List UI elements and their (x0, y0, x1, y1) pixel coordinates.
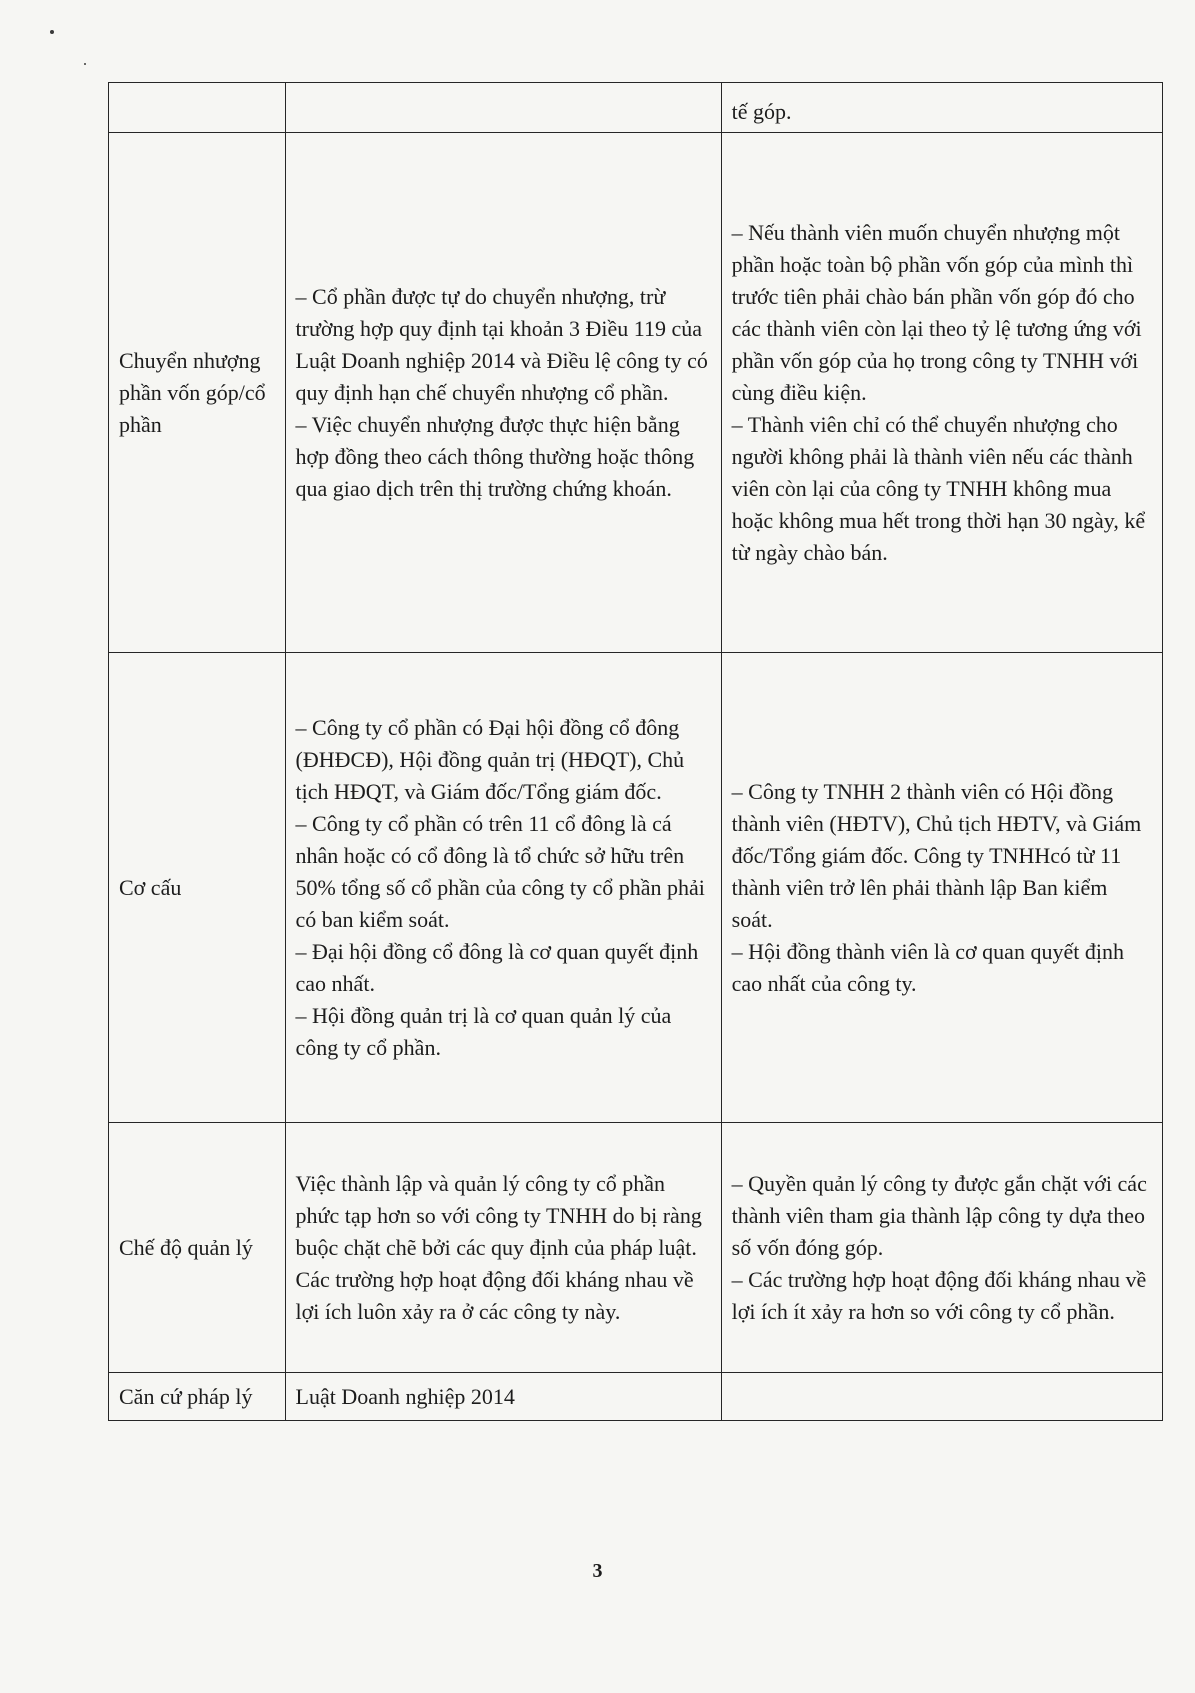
llc-company-cell (721, 653, 1162, 1123)
cell-paragraph: – Việc chuyển nhượng được thực hiện bằng hợp đồng theo cách thông thường hoặc thông qua giao dịch trên thị trường chứng khoán. (295, 411, 695, 501)
cell-paragraph: – Đại hội đồng cổ đông là cơ quan quyết định cao nhất. (295, 938, 699, 996)
page-number: 3 (592, 1560, 603, 1582)
row-label-cell: Căn cứ pháp lý (109, 1373, 286, 1421)
scan-speck (84, 63, 86, 65)
cell-paragraph: – Thành viên chỉ có thể chuyển nhượng cho người không phải là thành viên nếu các thành viên còn lại của công ty TNHH không mua hoặc không mua hết trong thời hạn 30 ngày, kể từ ngày chào bán. (731, 411, 1146, 565)
table-row (109, 1373, 1163, 1421)
row-label-cell: Chuyển nhượng phần vốn góp/cổ phần (109, 133, 286, 653)
cell-paragraph: – Công ty cổ phần có trên 11 cổ đông là cá nhân hoặc có cổ đông là tổ chức sở hữu trên 50% tổng số cổ phần của công ty cổ phần phải có ban kiểm soát. (295, 810, 705, 932)
share-company-cell (285, 83, 721, 133)
cell-paragraph: Luật Doanh nghiệp 2014 (295, 1383, 515, 1409)
cell-paragraph: – Hội đồng thành viên là cơ quan quyết định cao nhất của công ty. (731, 938, 1124, 996)
table-row (109, 133, 1163, 653)
share-company-cell (285, 1123, 721, 1373)
scan-speck (50, 30, 54, 34)
cell-paragraph: Các trường hợp hoạt động đối kháng nhau về lợi ích luôn xảy ra ở các công ty này. (295, 1266, 694, 1324)
share-company-cell (285, 653, 721, 1123)
share-company-cell (285, 133, 721, 653)
cell-paragraph: – Công ty TNHH 2 thành viên có Hội đồng thành viên (HĐTV), Chủ tịch HĐTV, và Giám đốc/Tổng giám đốc. Công ty TNHHcó từ 11 thành viên trở lên phải thành lập Ban kiểm soát. (731, 778, 1142, 932)
row-label-cell: Cơ cấu (109, 653, 286, 1123)
cell-paragraph: – Các trường hợp hoạt động đối kháng nhau về lợi ích ít xảy ra hơn so với công ty cổ phần. (731, 1266, 1147, 1324)
llc-company-cell (721, 83, 1162, 133)
table-row (109, 653, 1163, 1123)
llc-company-cell (721, 1373, 1162, 1421)
cell-paragraph: – Công ty cổ phần có Đại hội đồng cổ đông (ĐHĐCĐ), Hội đồng quản trị (HĐQT), Chủ tịch HĐQT, và Giám đốc/Tổng giám đốc. (295, 714, 685, 804)
llc-company-cell (721, 133, 1162, 653)
cell-paragraph: Việc thành lập và quản lý công ty cổ phần phức tạp hơn so với công ty TNHH do bị ràng buộc chặt chẽ bởi các quy định của pháp luật. (295, 1170, 702, 1260)
llc-company-cell (721, 1123, 1162, 1373)
cell-paragraph: tế góp. (731, 99, 792, 124)
row-label-cell: Chế độ quản lý (109, 1123, 286, 1373)
cell-paragraph: – Quyền quản lý công ty được gắn chặt với các thành viên tham gia thành lập công ty dựa theo số vốn đóng góp. (731, 1170, 1147, 1260)
row-label-cell (109, 83, 286, 133)
cell-paragraph: – Cổ phần được tự do chuyển nhượng, trừ trường hợp quy định tại khoản 3 Điều 119 của Luật Doanh nghiệp 2014 và Điều lệ công ty có quy định hạn chế chuyển nhượng cổ phần. (295, 283, 708, 405)
table-row (109, 83, 1163, 133)
cell-paragraph: – Hội đồng quản trị là cơ quan quản lý của công ty cổ phần. (295, 1002, 672, 1060)
table-row (109, 1123, 1163, 1373)
comparison-table (108, 82, 1163, 1421)
share-company-cell (285, 1373, 721, 1421)
cell-paragraph: – Nếu thành viên muốn chuyển nhượng một phần hoặc toàn bộ phần vốn góp của mình thì trước tiên phải chào bán phần vốn góp đó cho các thành viên còn lại theo tỷ lệ tương ứng với phần vốn góp của họ trong công ty TNHH với cùng điều kiện. (731, 219, 1142, 405)
